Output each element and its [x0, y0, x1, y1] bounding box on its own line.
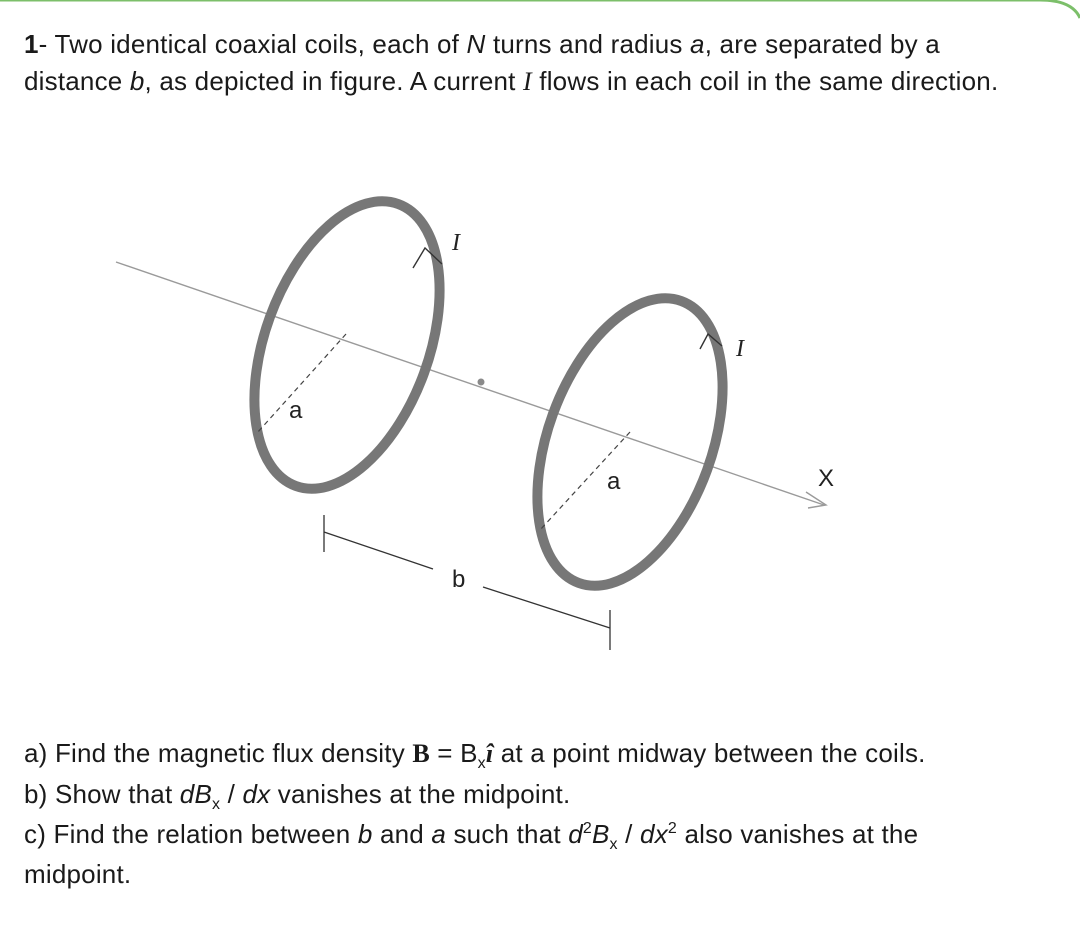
var-b: b — [129, 66, 145, 96]
part-b: b) Show that $dB_x$ / dx vanishes at the midpoint. — [24, 779, 571, 813]
separation-line-right — [483, 587, 610, 628]
radius-label-1: a — [289, 397, 303, 424]
problem-statement: 1- Two identical coaxial coils, each of N turns and radius a, are separated by a distance b, as depicted in figure. A current I flows in each coil in the same direction. — [24, 29, 999, 96]
coil-1 — [219, 176, 476, 514]
var-I: I — [523, 67, 532, 96]
midpoint-dot — [478, 379, 485, 386]
question-number: 1 — [24, 29, 39, 59]
current-label-2: I — [736, 336, 744, 362]
radius-label-2: a — [607, 468, 621, 495]
separation-label: b — [452, 566, 466, 593]
part-a: a) Find the magnetic flux density $B = B_xî$ at a point midway between the coils. — [24, 738, 926, 772]
part-c: c) Find the relation between b and a such that $d^2B_x / dx^2$ also vanishes at the midpoint. — [24, 819, 919, 889]
var-N: N — [466, 29, 486, 59]
B-vector: B — [412, 739, 430, 768]
separation-line-left — [324, 532, 433, 569]
question-parts — [24, 733, 1024, 894]
current-label-1: I — [452, 230, 460, 256]
var-a: a — [690, 29, 705, 59]
unit-vector-i: î — [485, 739, 494, 768]
axis-label: X — [818, 465, 835, 492]
coil-2 — [502, 273, 759, 611]
